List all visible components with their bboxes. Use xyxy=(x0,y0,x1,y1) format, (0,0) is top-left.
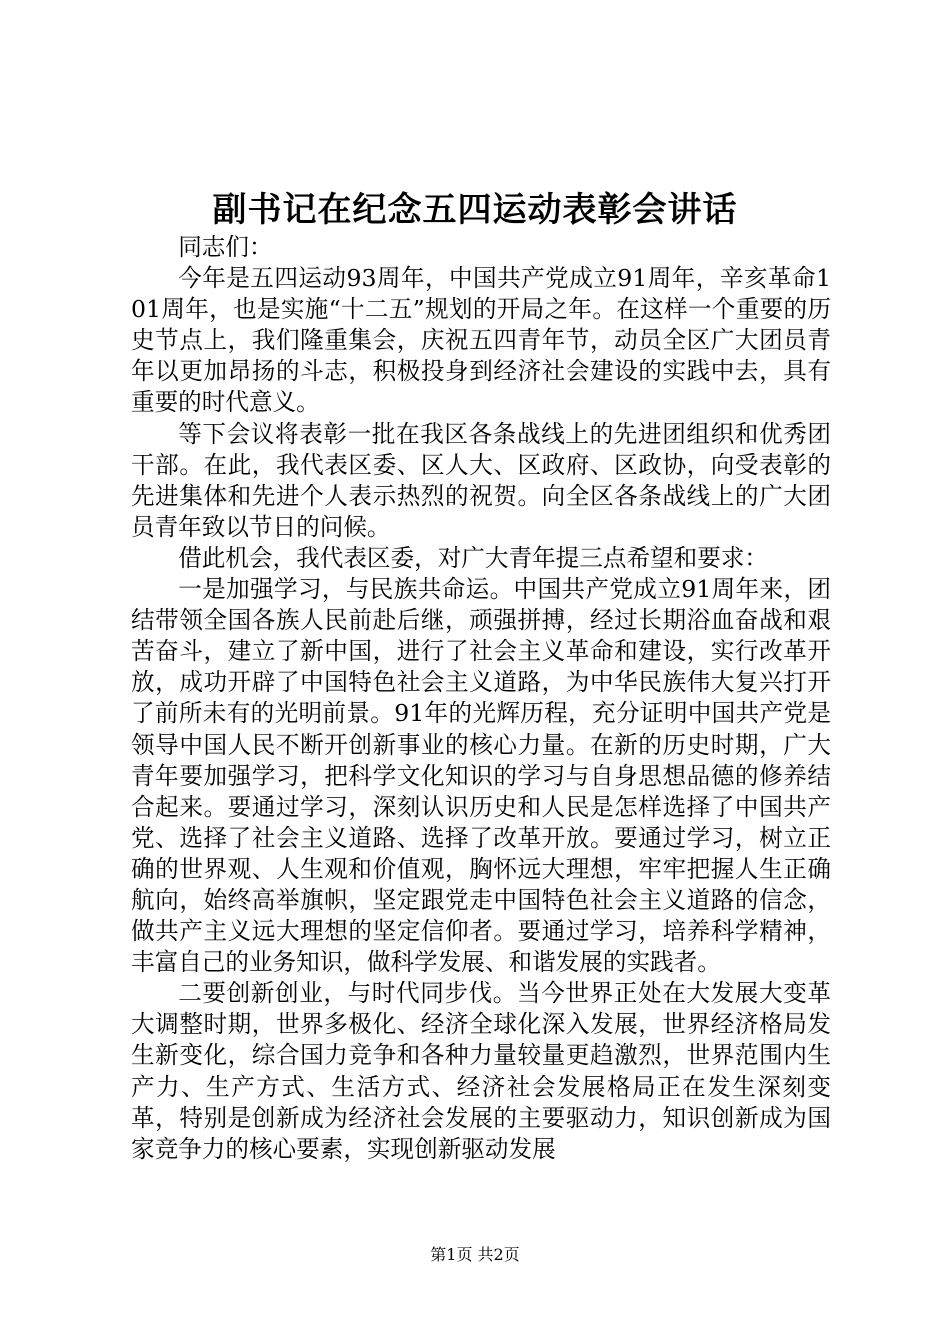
document-title: 副书记在纪念五四运动表彰会讲话 xyxy=(212,190,738,230)
paragraph-requirements: 借此机会，我代表区委，对广大青年提三点希望和要求： xyxy=(178,543,769,572)
document-body xyxy=(131,232,831,1165)
paragraph-point-one: 一是加强学习，与民族共命运。中国共产党成立91周年来，团结带领全国各族人民前赴后继，顽强拼搏，经过长期浴血奋战和艰苦奋斗，建立了新中国，进行了社会主义革命和建设，实行改革开放，成功开辟了中国特色社会主义道路，为中华民族伟大复兴打开了前所未有的光明前景。91年的光辉历程，充分证明中国共产党是领导中国人民不断开创新事业的核心力量。在新的历史时期，广大青年要加强学习，把科学文化知识的学习与自身思想品德的修养结合起来。要通过学习，深刻认识历史和人民是怎样选择了中国共产党、选择了社会主义道路、选择了改革开放。要通过学习，树立正确的世界观、人生观和价值观，胸怀远大理想，牢牢把握人生正确航向，始终高举旗帜，坚定跟党走中国特色社会主义道路的信念，做共产主义远大理想的坚定信仰者。要通过学习，培养科学精神，丰富自己的业务知识，做科学发展、和谐发展的实践者。 xyxy=(131,575,831,977)
paragraph-intro: 今年是五四运动93周年，中国共产党成立91周年，辛亥革命101周年，也是实施“十二五”规划的开局之年。在这样一个重要的历史节点上，我们隆重集会，庆祝五四青年节，动员全区广大团员青年以更加昂扬的斗志，积极投身到经济社会建设的实践中去，具有重要的时代意义。 xyxy=(131,264,831,417)
paragraph-commendation: 等下会议将表彰一批在我区各条战线上的先进团组织和优秀团干部。在此，我代表区委、区人大、区政府、区政协，向受表彰的先进集体和先进个人表示热烈的祝贺。向全区各条战线上的广大团员青年致以节日的问候。 xyxy=(131,419,831,541)
paragraph-point-two: 二要创新创业，与时代同步伐。当今世界正处在大发展大变革大调整时期，世界多极化、经济全球化深入发展，世界经济格局发生新变化，综合国力竞争和各种力量较量更趋激烈，世界范围内生产力、生产方式、生活方式、经济社会发展格局正在发生深刻变革，特别是创新成为经济社会发展的主要驱动力，知识创新成为国家竞争力的核心要素，实现创新驱动发展 xyxy=(131,979,831,1163)
salutation: 同志们： xyxy=(178,233,273,261)
page-number-footer: 第1页 共2页 xyxy=(430,1245,520,1264)
